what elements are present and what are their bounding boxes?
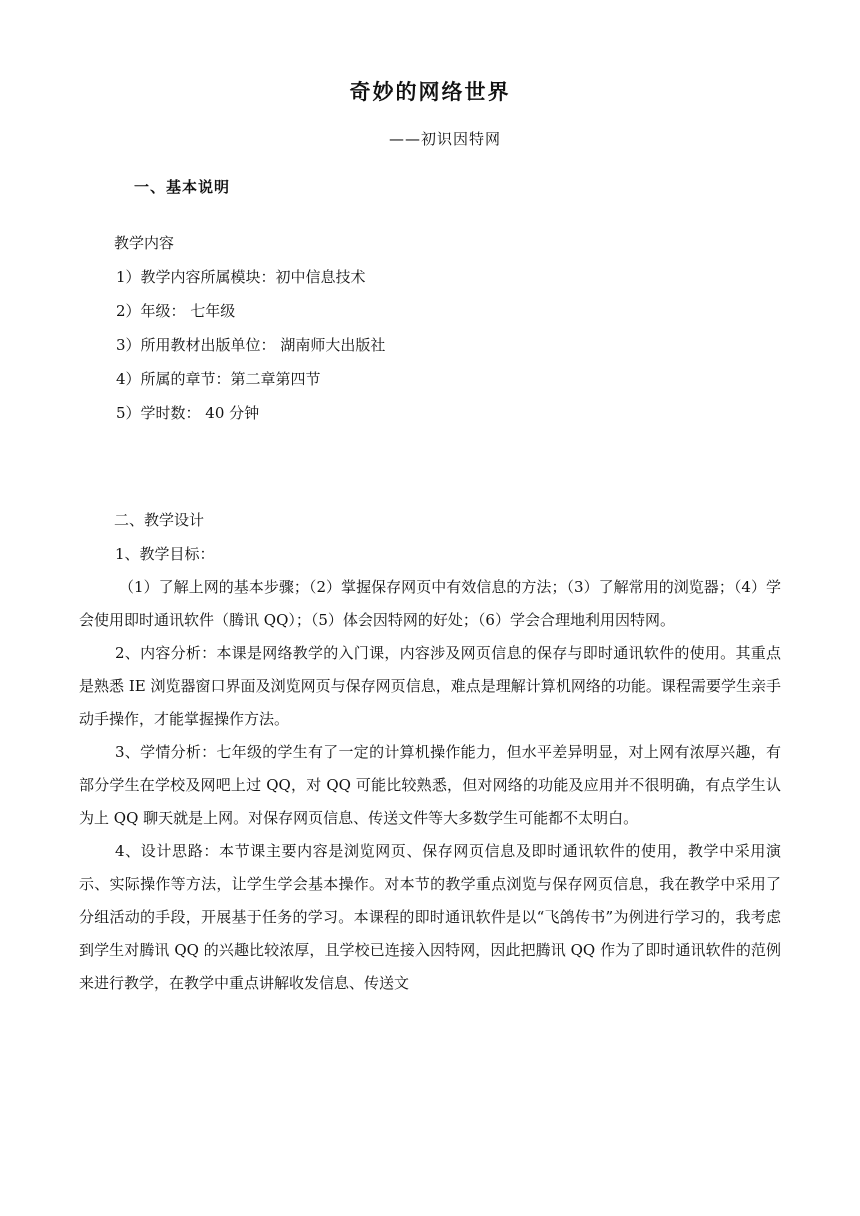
design-body [79, 538, 781, 1000]
paragraph-goals: （1）了解上网的基本步骤；（2）掌握保存网页中有效信息的方法；（3）了解常用的浏览器；（4）学会使用即时通讯软件（腾讯 QQ）；（5）体会因特网的好处；（6）学会合理地利用因特网。 [79, 578, 781, 629]
section-heading-basic-info: 一、基本说明 [134, 178, 231, 196]
teaching-content-label: 教学内容 [114, 234, 175, 252]
goal-heading: 1、教学目标： [115, 545, 215, 563]
paragraph-content-analysis: 2、内容分析：本课是网络教学的入门课，内容涉及网页信息的保存与即时通讯软件的使用。其重点是熟悉 IE 浏览器窗口界面及浏览网页与保存网页信息，难点是理解计算机网络的功能。课程需要学生亲手动手操作，才能掌握操作方法。 [79, 644, 781, 728]
paragraph-design-idea: 4、设计思路：本节课主要内容是浏览网页、保存网页信息及即时通讯软件的使用，教学中采用演示、实际操作等方法，让学生学会基本操作。对本节的教学重点浏览与保存网页信息，我在教学中采用了分组活动的手段，开展基于任务的学习。本课程的即时通讯软件是以“飞鸽传书”为例进行学习的，我考虑到学生对腾讯 QQ 的兴趣比较浓厚，且学校已连接入因特网，因此把腾讯 QQ 作为了即时通讯软件的范例来进行教学，在教学中重点讲解收发信息、传送文 [79, 842, 781, 992]
info-item-chapter: 4）所属的章节：第二章第四节 [116, 370, 321, 388]
info-item-module: 1）教学内容所属模块：初中信息技术 [116, 268, 366, 286]
info-item-grade: 2）年级： 七年级 [116, 302, 236, 320]
section-heading-design: 二、教学设计 [114, 511, 205, 529]
document-title: 奇妙的网络世界 [349, 80, 511, 104]
document-subtitle: ——初识因特网 [388, 130, 501, 148]
info-item-publisher: 3）所用教材出版单位： 湖南师大出版社 [116, 336, 386, 354]
paragraph-student-analysis: 3、学情分析：七年级的学生有了一定的计算机操作能力，但水平差异明显，对上网有浓厚兴趣，有部分学生在学校及网吧上过 QQ，对 QQ 可能比较熟悉，但对网络的功能及应用并不很明确，有点学生认为上 QQ 聊天就是上网。对保存网页信息、传送文件等大多数学生可能都不太明白。 [79, 743, 781, 827]
info-item-hours: 5）学时数： 40 分钟 [116, 404, 260, 422]
basic-info-list [114, 226, 385, 430]
